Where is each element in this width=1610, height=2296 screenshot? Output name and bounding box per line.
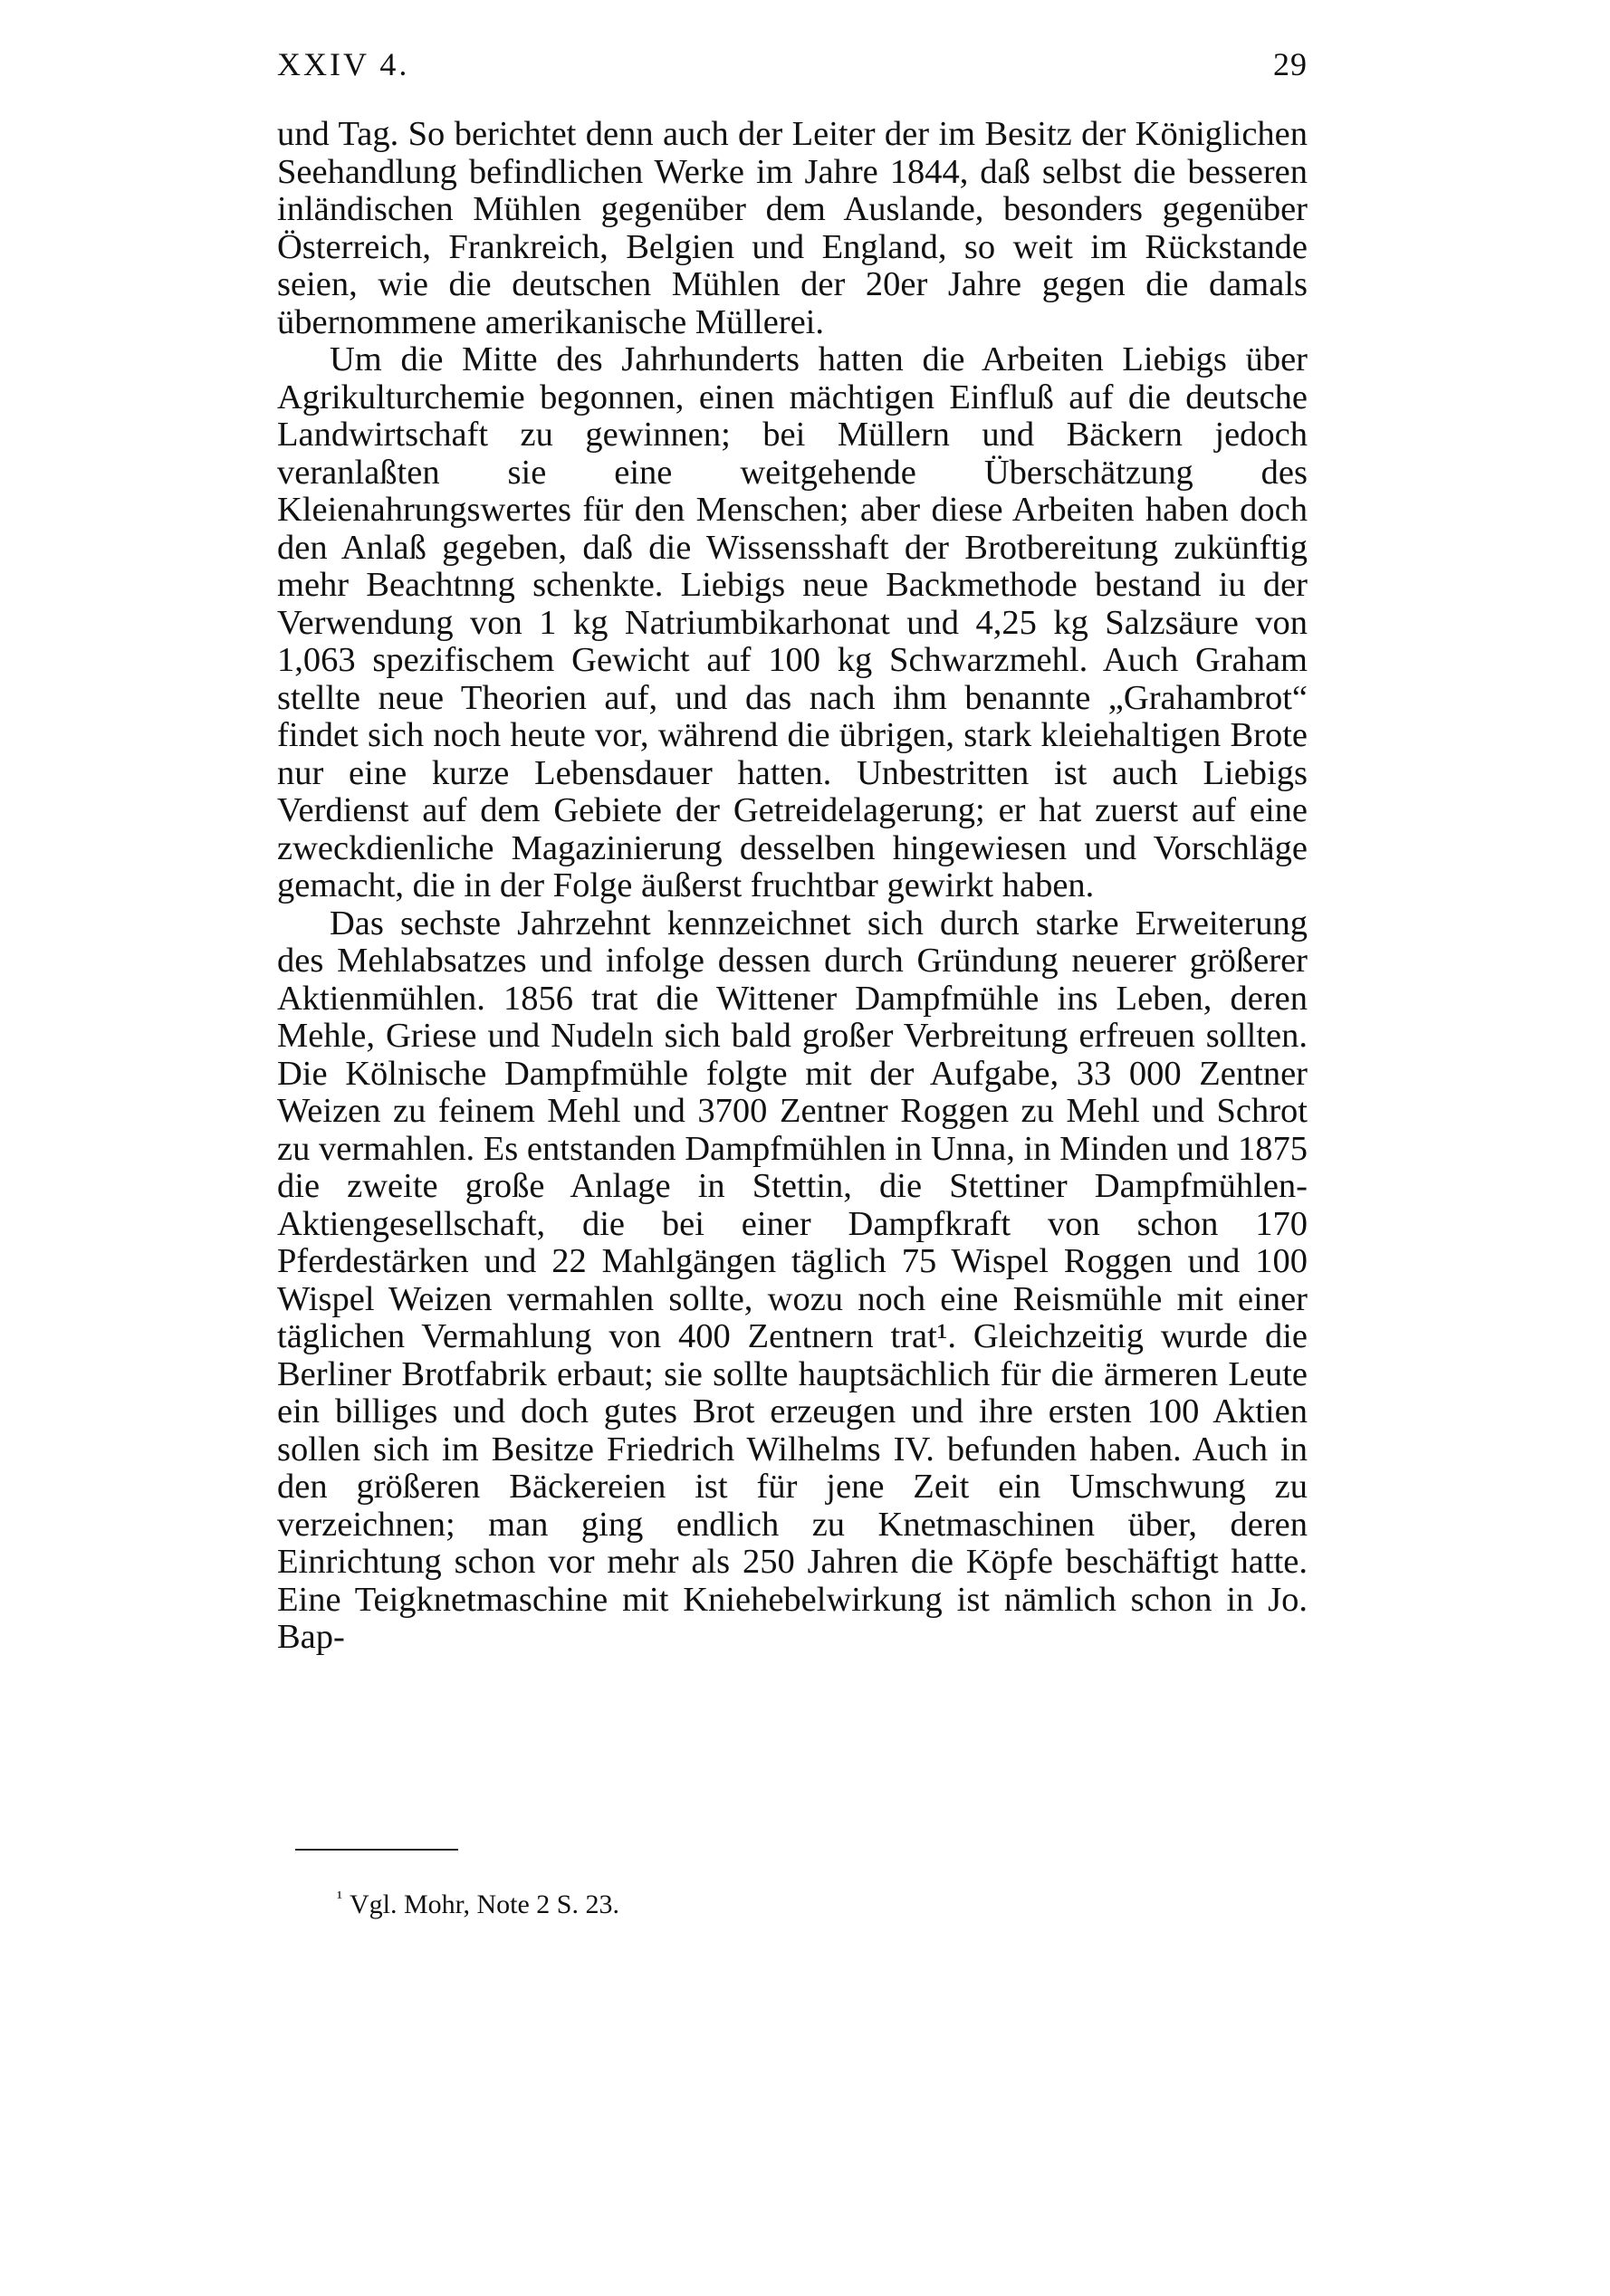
footnote-marker: ¹ bbox=[337, 1888, 342, 1908]
signature-mark: XXIV 4. bbox=[277, 46, 410, 82]
paragraph-1: und Tag. So berichtet denn auch der Leiter der im Besitz der Königlichen Seehandlung befindlichen Werke im Jahre 1844, daß selbst die besseren inländischen Mühlen gegenüber dem Auslande, besonders gegenüber Österreich, Frankreich, Belgien und England, so weit im Rückstande seien, wie die deutschen Mühlen der 20er Jahre gegen die damals übernommene amerikanische Müllerei. bbox=[277, 115, 1308, 341]
running-head bbox=[277, 45, 1308, 100]
footnote-text: Vgl. Mohr, Note 2 S. 23. bbox=[350, 1889, 619, 1919]
paragraph-2: Um die Mitte des Jahrhunderts hatten die Arbeiten Liebigs über Agrikulturchemie begonnen, einen mächtigen Einfluß auf die deutsche Landwirtschaft zu gewinnen; bei Müllern und Bäckern jedoch veranlaßten sie eine weitgehende Überschätzung des Kleienahrungswertes für den Menschen; aber diese Arbeiten haben doch den Anlaß gegeben, daß die Wissensshaft der Brotbereitung zukünftig mehr Beachtnng schenkte. Liebigs neue Backmethode bestand iu der Verwendung von 1 kg Natriumbikarhonat und 4,25 kg Salzsäure von 1,063 spezifischem Gewicht auf 100 kg Schwarzmehl. Auch Graham stellte neue Theorien auf, und das nach ihm benannte „Grahambrot“ findet sich noch heute vor, während die übrigen, stark kleiehaltigen Brote nur eine kurze Lebensdauer hatten. Unbestritten ist auch Liebigs Verdienst auf dem Gebiete der Getreidelagerung; er hat zuerst auf eine zweckdienliche Magazinierung desselben hingewiesen und Vorschläge gemacht, die in der Folge äußerst fruchtbar gewirkt haben. bbox=[277, 340, 1308, 904]
page-number: 29 bbox=[1273, 46, 1308, 82]
body-text bbox=[277, 116, 1308, 1657]
footnote-divider bbox=[295, 1849, 458, 1851]
paragraph-3: Das sechste Jahrzehnt kennzeichnet sich durch starke Erweiterung des Mehlabsatzes und infolge dessen durch Gründung neuerer größerer Aktienmühlen. 1856 trat die Wittener Dampfmühle ins Leben, deren Mehle, Griese und Nudeln sich bald großer Verbreitung erfreuen sollten. Die Kölnische Dampfmühle folgte mit der Aufgabe, 33 000 Zentner Weizen zu feinem Mehl und 3700 Zentner Roggen zu Mehl und Schrot zu vermahlen. Es entstanden Dampfmühlen in Unna, in Minden und 1875 die zweite große Anlage in Stettin, die Stettiner Dampfmühlen-Aktiengesellschaft, die bei einer Dampfkraft von schon 170 Pferdestärken und 22 Mahlgängen täglich 75 Wispel Roggen und 100 Wispel Weizen vermahlen sollte, wozu noch eine Reismühle mit einer täglichen Vermahlung von 400 Zentnern trat¹. Gleichzeitig wurde die Berliner Brotfabrik erbaut; sie sollte hauptsächlich für die ärmeren Leute ein billiges und doch gutes Brot erzeugen und ihre ersten 100 Aktien sollen sich im Besitze Friedrich Wilhelms IV. befunden haben. Auch in den größeren Bäckereien ist für jene Zeit ein Umschwung zu verzeichnen; man ging endlich zu Knetmaschinen über, deren Einrichtung schon vor mehr als 250 Jahren die Köpfe beschäftigt hatte. Eine Teigknetmaschine mit Kniehebelwirkung ist nämlich schon in Jo. Bap- bbox=[277, 904, 1308, 1656]
footnote bbox=[337, 1881, 619, 1921]
